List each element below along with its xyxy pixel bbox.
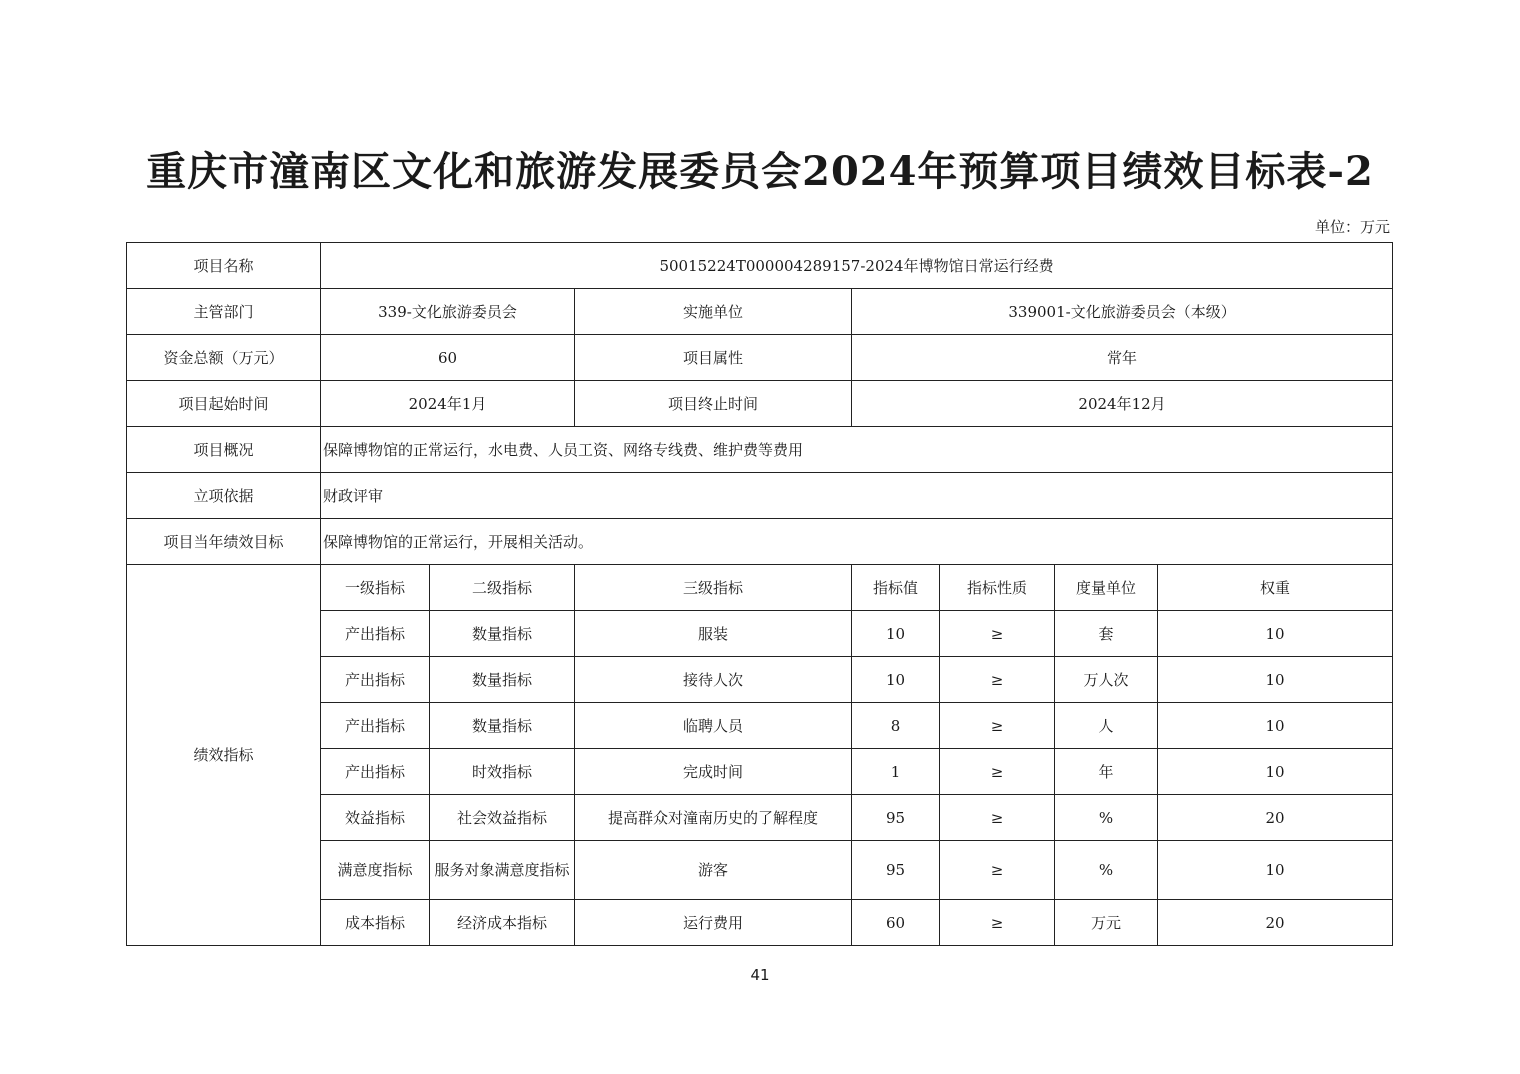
cell-level2: 社会效益指标 — [430, 795, 575, 841]
header-level1: 一级指标 — [321, 565, 430, 611]
performance-table — [126, 242, 1393, 946]
header-level3: 三级指标 — [575, 565, 852, 611]
cell-level2: 服务对象满意度指标 — [430, 841, 575, 900]
basis-value: 财政评审 — [321, 473, 1393, 519]
goal-label: 项目当年绩效目标 — [127, 519, 321, 565]
dept-label: 主管部门 — [127, 289, 321, 335]
cell-unit: 套 — [1055, 611, 1158, 657]
cell-weight: 10 — [1158, 657, 1393, 703]
row-goal — [127, 519, 1393, 565]
start-value: 2024年1月 — [321, 381, 575, 427]
goal-value: 保障博物馆的正常运行，开展相关活动。 — [321, 519, 1393, 565]
cell-nature: ≥ — [940, 795, 1055, 841]
cell-level1: 满意度指标 — [321, 841, 430, 900]
cell-level3: 提高群众对潼南历史的了解程度 — [575, 795, 852, 841]
cell-nature: ≥ — [940, 841, 1055, 900]
fund-value: 60 — [321, 335, 575, 381]
cell-value: 10 — [852, 611, 940, 657]
page-number: 41 — [750, 966, 770, 984]
cell-unit: % — [1055, 795, 1158, 841]
cell-nature: ≥ — [940, 749, 1055, 795]
row-overview — [127, 427, 1393, 473]
fund-label: 资金总额（万元） — [127, 335, 321, 381]
cell-value: 1 — [852, 749, 940, 795]
impl-value: 339001-文化旅游委员会（本级） — [852, 289, 1393, 335]
cell-level2: 经济成本指标 — [430, 900, 575, 946]
impl-label: 实施单位 — [575, 289, 852, 335]
cell-level1: 效益指标 — [321, 795, 430, 841]
cell-level1: 产出指标 — [321, 749, 430, 795]
cell-level2: 时效指标 — [430, 749, 575, 795]
cell-weight: 20 — [1158, 795, 1393, 841]
end-value: 2024年12月 — [852, 381, 1393, 427]
header-value: 指标值 — [852, 565, 940, 611]
cell-level2: 数量指标 — [430, 657, 575, 703]
cell-level1: 产出指标 — [321, 611, 430, 657]
cell-level3: 服装 — [575, 611, 852, 657]
perf-label: 绩效指标 — [127, 565, 321, 946]
cell-level3: 运行费用 — [575, 900, 852, 946]
project-name-label: 项目名称 — [127, 243, 321, 289]
basis-label: 立项依据 — [127, 473, 321, 519]
cell-value: 60 — [852, 900, 940, 946]
cell-unit: 年 — [1055, 749, 1158, 795]
start-label: 项目起始时间 — [127, 381, 321, 427]
cell-level3: 临聘人员 — [575, 703, 852, 749]
cell-nature: ≥ — [940, 657, 1055, 703]
cell-nature: ≥ — [940, 611, 1055, 657]
cell-level1: 产出指标 — [321, 703, 430, 749]
row-time — [127, 381, 1393, 427]
page-title: 重庆市潼南区文化和旅游发展委员会2024年预算项目绩效目标表-2 — [146, 148, 1374, 195]
header-level2: 二级指标 — [430, 565, 575, 611]
cell-weight: 10 — [1158, 841, 1393, 900]
cell-nature: ≥ — [940, 900, 1055, 946]
header-weight: 权重 — [1158, 565, 1393, 611]
cell-value: 10 — [852, 657, 940, 703]
unit-label: 单位：万元 — [1314, 218, 1390, 236]
header-unit: 度量单位 — [1055, 565, 1158, 611]
row-fund — [127, 335, 1393, 381]
cell-value: 95 — [852, 795, 940, 841]
cell-level3: 游客 — [575, 841, 852, 900]
cell-weight: 10 — [1158, 749, 1393, 795]
cell-level3: 接待人次 — [575, 657, 852, 703]
cell-level1: 产出指标 — [321, 657, 430, 703]
cell-unit: % — [1055, 841, 1158, 900]
cell-nature: ≥ — [940, 703, 1055, 749]
dept-value: 339-文化旅游委员会 — [321, 289, 575, 335]
attr-value: 常年 — [852, 335, 1393, 381]
header-nature: 指标性质 — [940, 565, 1055, 611]
overview-label: 项目概况 — [127, 427, 321, 473]
cell-value: 8 — [852, 703, 940, 749]
attr-label: 项目属性 — [575, 335, 852, 381]
cell-level2: 数量指标 — [430, 611, 575, 657]
cell-level2: 数量指标 — [430, 703, 575, 749]
cell-level3: 完成时间 — [575, 749, 852, 795]
row-department — [127, 289, 1393, 335]
perf-header-row — [127, 565, 1393, 611]
cell-weight: 20 — [1158, 900, 1393, 946]
cell-unit: 万人次 — [1055, 657, 1158, 703]
cell-value: 95 — [852, 841, 940, 900]
cell-unit: 万元 — [1055, 900, 1158, 946]
end-label: 项目终止时间 — [575, 381, 852, 427]
cell-level1: 成本指标 — [321, 900, 430, 946]
project-name-value: 50015224T000004289157-2024年博物馆日常运行经费 — [321, 243, 1393, 289]
row-basis — [127, 473, 1393, 519]
cell-weight: 10 — [1158, 611, 1393, 657]
overview-value: 保障博物馆的正常运行，水电费、人员工资、网络专线费、维护费等费用 — [321, 427, 1393, 473]
row-project-name — [127, 243, 1393, 289]
cell-unit: 人 — [1055, 703, 1158, 749]
cell-weight: 10 — [1158, 703, 1393, 749]
